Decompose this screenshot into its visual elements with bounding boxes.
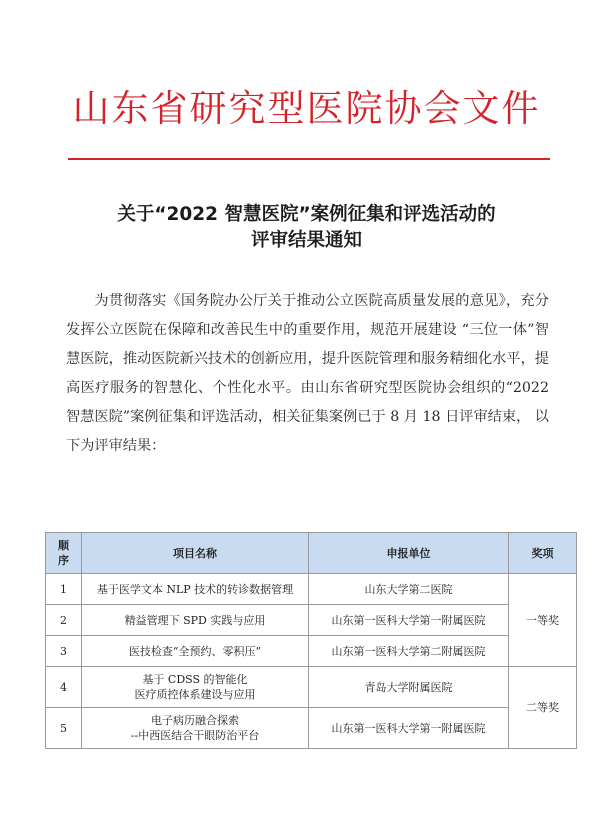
table-row [46, 574, 577, 605]
cell-seq: 3 [46, 636, 82, 667]
cell-seq: 4 [46, 667, 82, 708]
table-row [46, 636, 577, 667]
org-header-title: 山东省研究型医院协会文件 [72, 87, 541, 130]
cell-unit: 山东第一医科大学第一附属医院 [309, 605, 509, 636]
cell-unit: 山东第一医科大学第一附属医院 [309, 708, 509, 749]
cell-award-second: 二等奖 [509, 667, 577, 749]
cell-project [82, 574, 309, 605]
notice-title [40, 202, 573, 254]
results-table [45, 532, 577, 749]
cell-seq: 1 [46, 574, 82, 605]
header-award: 奖项 [509, 533, 577, 574]
table-row [46, 708, 577, 749]
header-seq [46, 533, 82, 574]
project-line1: 基于 CDSS 的智能化 [142, 673, 248, 686]
header-unit: 申报单位 [309, 533, 509, 574]
project-line1: 精益管理下 SPD 实践与应用 [124, 613, 266, 627]
cell-unit: 山东大学第二医院 [309, 574, 509, 605]
header-project: 项目名称 [82, 533, 309, 574]
cell-project [82, 636, 309, 667]
notice-title-line1: 关于“2022 智慧医院”案例征集和评选活动的 [117, 204, 496, 225]
project-line1: 医技检查“全预约、零积压” [128, 644, 262, 658]
results-table-container [45, 532, 576, 749]
cell-seq: 2 [46, 605, 82, 636]
project-line1: 基于医学文本 NLP 技术的转诊数据管理 [96, 582, 294, 596]
cell-project [82, 667, 309, 708]
project-line2: --中西医结合干眼防治平台 [130, 729, 260, 742]
header-seq-line2: 序 [58, 554, 69, 567]
red-divider [68, 158, 550, 160]
project-line1: 电子病历融合探索 [151, 714, 239, 727]
cell-unit: 青岛大学附属医院 [309, 667, 509, 708]
table-row [46, 667, 577, 708]
cell-seq: 5 [46, 708, 82, 749]
cell-unit: 山东第一医科大学第二附属医院 [309, 636, 509, 667]
cell-project [82, 605, 309, 636]
header-seq-line1: 顺 [58, 539, 69, 552]
cell-award-first: 一等奖 [509, 574, 577, 667]
notice-body: 为贯彻落实《国务院办公厅关于推动公立医院高质量发展的意见》，充分发挥公立医院在保障和改善民生中的重要作用，规范开展建设 “三位一体”智慧医院，推动医院新兴技术的创新应用，提升医院管理和服务精细化水平，提高医疗服务的智慧化、个性化水平。由山东省研究型医院协会组织的“2022 智慧医院”案例征集和评选活动，相关征集案例已于 8 月 18 日评审结束， 以下为评审结果： [66, 293, 549, 454]
table-header-row [46, 533, 577, 574]
project-line2: 医疗质控体系建设与应用 [134, 688, 256, 701]
notice-title-line2: 评审结果通知 [250, 230, 362, 251]
cell-project [82, 708, 309, 749]
table-row [46, 605, 577, 636]
